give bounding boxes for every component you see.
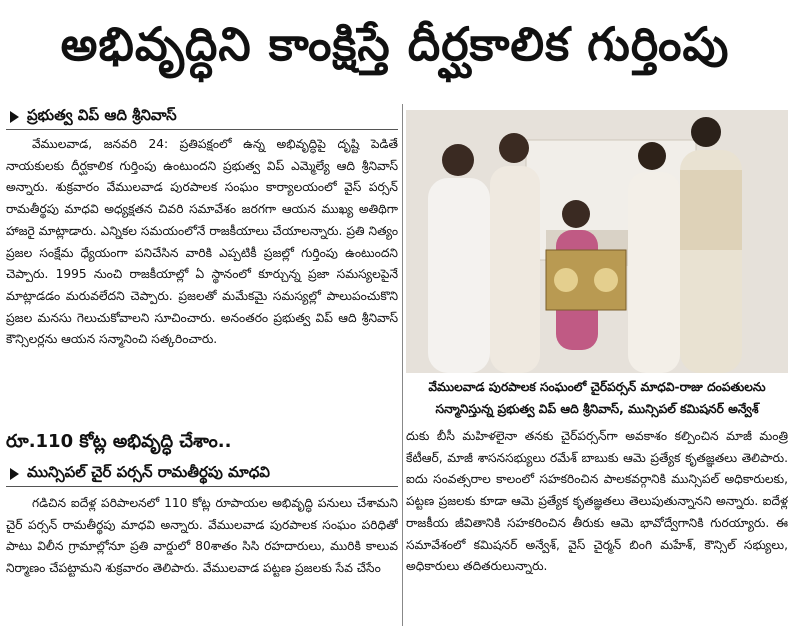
byline-whip (10, 106, 177, 128)
byline-whip-text: ప్రభుత్వ విప్ ఆది శ్రీనివాస్ (27, 106, 177, 124)
article-headline: అభివృద్ధిని కాంక్షిస్తే దీర్ఘకాలిక గుర్తింపు (60, 17, 730, 71)
photo-caption (406, 376, 788, 422)
caption-line-2: సన్మానిస్తున్న ప్రభుత్వ విప్ ఆది శ్రీనివాస్, మున్సిపల్ కమిషనర్ అన్వేశ్ (435, 402, 759, 416)
felicitation-photo-illustration (406, 110, 788, 373)
article-paragraph-2: గడిచిన ఐదేళ్ల పరిపాలనలో 110 కోట్ల రూపాయల అభివృద్ధి పనులు చేశామని చైర్ పర్సన్ రామతీర్థపు మాధవి అన్నారు. వేములవాడ పురపాలక సంఘం పరిధితో పాటు విలీన గ్రామాల్లోనూ ప్రతి వార్డులో 80శాతం సిసి రహదారులు, మురికి కాలువ నిర్మాణం చేపట్టామని శుక్రవారం తెలిపారు. వేములవాడ పట్టణ ప్రజలకు సేవ చేసేం (6, 496, 398, 576)
event-photo (406, 110, 788, 373)
article-paragraph-1: వేములవాడ, జనవరి 24: ప్రతిపక్షంలో ఉన్న అభివృద్ధిపై దృష్టి పెడితే నాయకులకు దీర్ఘకాలిక గుర్తింపు ఉంటుందని ప్రభుత్వ విప్ ఎమ్మెల్యే ఆది శ్రీనివాస్ అన్నారు. శుక్రవారం వేములవాడ పురపాలక సంఘం కార్యాలయంలో వైస్ పర్సన్ రామతీర్థపు మాధవి అధ్యక్షతన చివరి సమావేశం జరగగా ఆయన ముఖ్య అతిథిగా హాజరై మాట్లాడారు. ఎన్నికల సమయంలోనే రాజకీయాలు చేయాలన్నారు. ప్రతి నిత్యం ప్రజల సంక్షేమ ధ్యేయంగా పనిచేసిన వారికి ఎప్పటికీ ప్రజల్లో గుర్తింపు ఉంటుందని చెప్పారు. 1995 నుంచి రాజకీయాల్లో ఏ స్థానంలో కూర్చున్న ప్రజా సమస్యలపైనే మాట్లాడడం మరువలేదని చెప్పారు. ప్రజలతో మమేకమై సమస్యల్లో పాలుపంచుకొని ప్రజల మనసు గెలుచుకోవాలని సూచించారు. అనంతరం ప్రభుత్వ విప్ ఆది శ్రీనివాస్ కౌన్సిలర్లను ఆయన సన్మానించి సత్కరించారు. (6, 137, 398, 347)
section-rule (6, 129, 398, 130)
caption-line-1: వేములవాడ పురపాలక సంఘంలో చైర్‌పర్సన్ మాధవి-రాజు దంపతులను (428, 380, 766, 394)
byline-chairperson-text: మున్సిపల్ చైర్ పర్సన్ రామతీర్థపు మాధవి (27, 463, 270, 481)
article-paragraph-3: దుకు బీసీ మహిళలైనా తనకు చైర్‌పర్సన్‌గా అవకాశం కల్పించిన మాజీ మంత్రి కేటీఆర్, మాజీ శాసనసభ్యులు రమేశ్ బాబుకు ఆమె ప్రత్యేక కృతజ్ఞతలు తెలిపారు. ఐదు సంవత్సరాల కాలంలో సహకరించిన పాలకవర్గానికి మున్సిపల్ అధికారులకు, పట్టణ ప్రజలకు కూడా ఆమె ప్రత్యేక కృతజ్ఞతలు తెలుపుతున్నానని అన్నారు. ఐదేళ్ల రాజకీయ జీవితానికి సహకరించిన తీరుకు ఆమె భావోద్వేగానికి గురయ్యారు. ఈ సమావేశంలో కమిషనర్ అన్వేశ్, వైస్ చైర్మన్ బింగి మహేశ్, కౌన్సిల్ సభ్యులు, అధికారులు తదితరులున్నారు. (406, 429, 788, 574)
byline-chairperson (10, 463, 270, 485)
triangle-bullet-icon (10, 111, 19, 123)
section-subheadline: రూ.110 కోట్ల అభివృద్ధి చేశాం.. (6, 431, 232, 452)
column-divider (402, 104, 403, 626)
triangle-bullet-icon (10, 468, 19, 480)
section-rule (6, 486, 398, 487)
